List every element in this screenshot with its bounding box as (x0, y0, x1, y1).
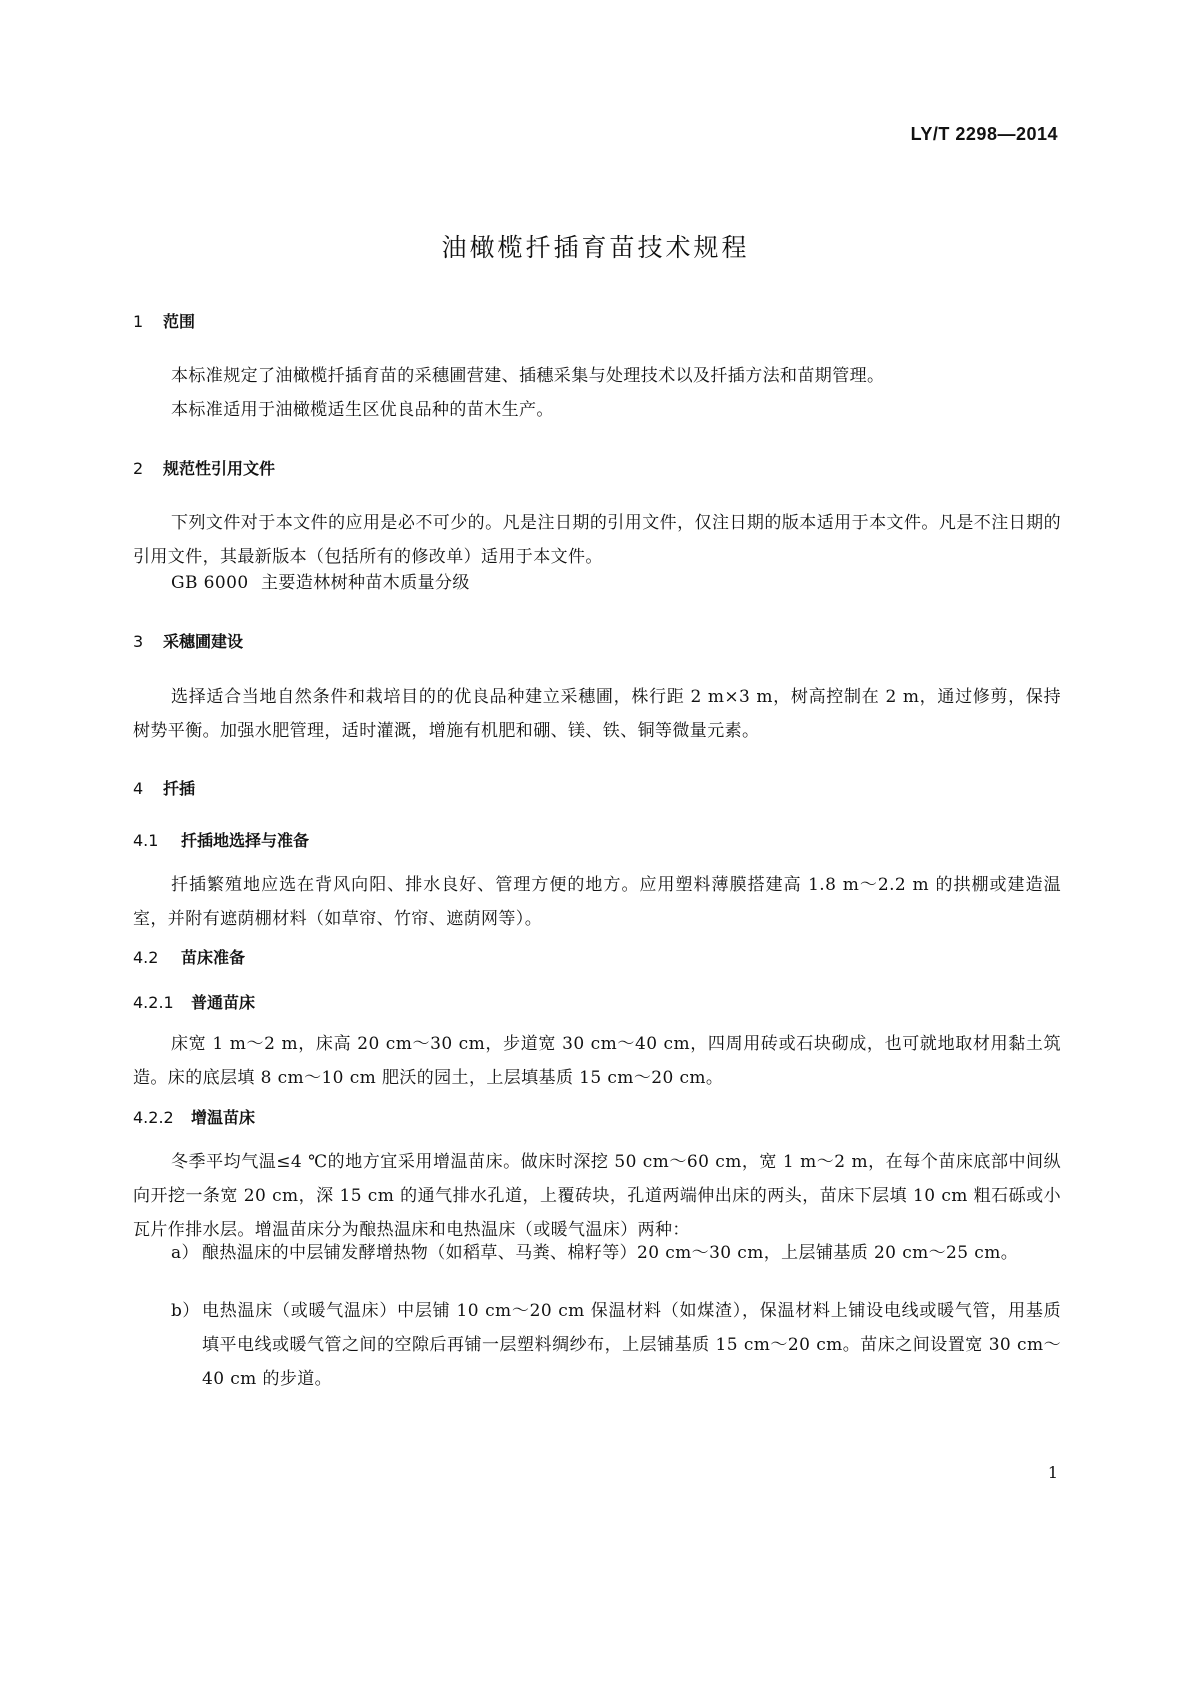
paragraph: 扦插繁殖地应选在背风向阳、排水良好、管理方便的地方。应用塑料薄膜搭建高 1.8 m～2.2 m 的拱棚或建造温室，并附有遮荫棚材料（如草帘、竹帘、遮荫网等）。 (133, 875, 1061, 929)
reference-title: 主要造林树种苗木质量分级 (261, 573, 470, 593)
section-title: 范围 (163, 312, 196, 331)
section-number: 3 (133, 632, 144, 651)
list-item-text: 酿热温床的中层铺发酵增热物（如稻草、马粪、棉籽等）20 cm～30 cm，上层铺基质 20 cm～25 cm。 (202, 1243, 1019, 1263)
section-number: 4 (133, 779, 144, 798)
paragraph: 本标准适用于油橄榄适生区优良品种的苗木生产。 (171, 400, 554, 420)
section-heading-4-2-1 (133, 990, 255, 1013)
standard-code: LY/T 2298—2014 (910, 124, 1058, 144)
section-number: 4.2.1 (133, 993, 174, 1012)
section-title: 采穗圃建设 (163, 632, 244, 651)
paragraph: 选择适合当地自然条件和栽培目的的优良品种建立采穗圃，株行距 2 m×3 m，树高控制在 2 m，通过修剪，保持树势平衡。加强水肥管理，适时灌溉，增施有机肥和硼、镁、铁、铜等微量元素。 (133, 687, 1061, 741)
section-number: 4.2.2 (133, 1108, 174, 1127)
paragraph: 冬季平均气温≤4 ℃的地方宜采用增温苗床。做床时深挖 50 cm～60 cm，宽 1 m～2 m，在每个苗床底部中间纵向开挖一条宽 20 cm，深 15 cm 的通气排水孔道，上覆砖块，孔道两端伸出床的两头，苗床下层填 10 cm 粗石砾或小瓦片作排水层。增温苗床分为酿热温床和电热温床（或暖气温床）两种： (133, 1152, 1061, 1240)
paragraph: 下列文件对于本文件的应用是必不可少的。凡是注日期的引用文件，仅注日期的版本适用于本文件。凡是不注日期的引用文件，其最新版本（包括所有的修改单）适用于本文件。 (133, 513, 1061, 567)
normative-reference (171, 566, 470, 600)
section-title: 增温苗床 (191, 1108, 256, 1127)
page-number: 1 (1047, 1463, 1058, 1482)
list-marker: a） (171, 1243, 199, 1263)
list-item-b (171, 1294, 1061, 1396)
section-heading-3 (133, 629, 243, 652)
paragraph: 本标准规定了油橄榄扦插育苗的采穗圃营建、插穗采集与处理技术以及扦插方法和苗期管理。 (171, 366, 885, 386)
section-title: 苗床准备 (181, 948, 246, 967)
list-item-a (171, 1236, 1061, 1270)
document-title: 油橄榄扦插育苗技术规程 (441, 233, 750, 262)
section-title: 普通苗床 (191, 993, 256, 1012)
list-item-text: 电热温床（或暖气温床）中层铺 10 cm～20 cm 保温材料（如煤渣），保温材料上铺设电线或暖气管，用基质填平电线或暖气管之间的空隙后再铺一层塑料绸纱布，上层铺基质 15 cm～20 cm。苗床之间设置宽 30 cm～40 cm 的步道。 (202, 1301, 1061, 1389)
section-title: 扦插 (163, 779, 196, 798)
section-title: 规范性引用文件 (163, 459, 276, 478)
section-heading-4-2-2 (133, 1105, 255, 1128)
section-heading-4-2 (133, 945, 245, 968)
paragraph: 床宽 1 m～2 m，床高 20 cm～30 cm，步道宽 30 cm～40 cm，四周用砖或石块砌成，也可就地取材用黏土筑造。床的底层填 8 cm～10 cm 肥沃的园土，上层填基质 15 cm～20 cm。 (133, 1034, 1061, 1088)
section-heading-2 (133, 456, 275, 479)
section-number: 2 (133, 459, 144, 478)
section-heading-4-1 (133, 828, 309, 851)
reference-code: GB 6000 (171, 573, 249, 593)
section-title: 扦插地选择与准备 (181, 831, 310, 850)
section-heading-4 (133, 776, 195, 799)
section-number: 1 (133, 312, 144, 331)
section-number: 4.2 (133, 948, 159, 967)
section-number: 4.1 (133, 831, 159, 850)
section-heading-1 (133, 309, 195, 332)
list-marker: b） (171, 1301, 200, 1321)
